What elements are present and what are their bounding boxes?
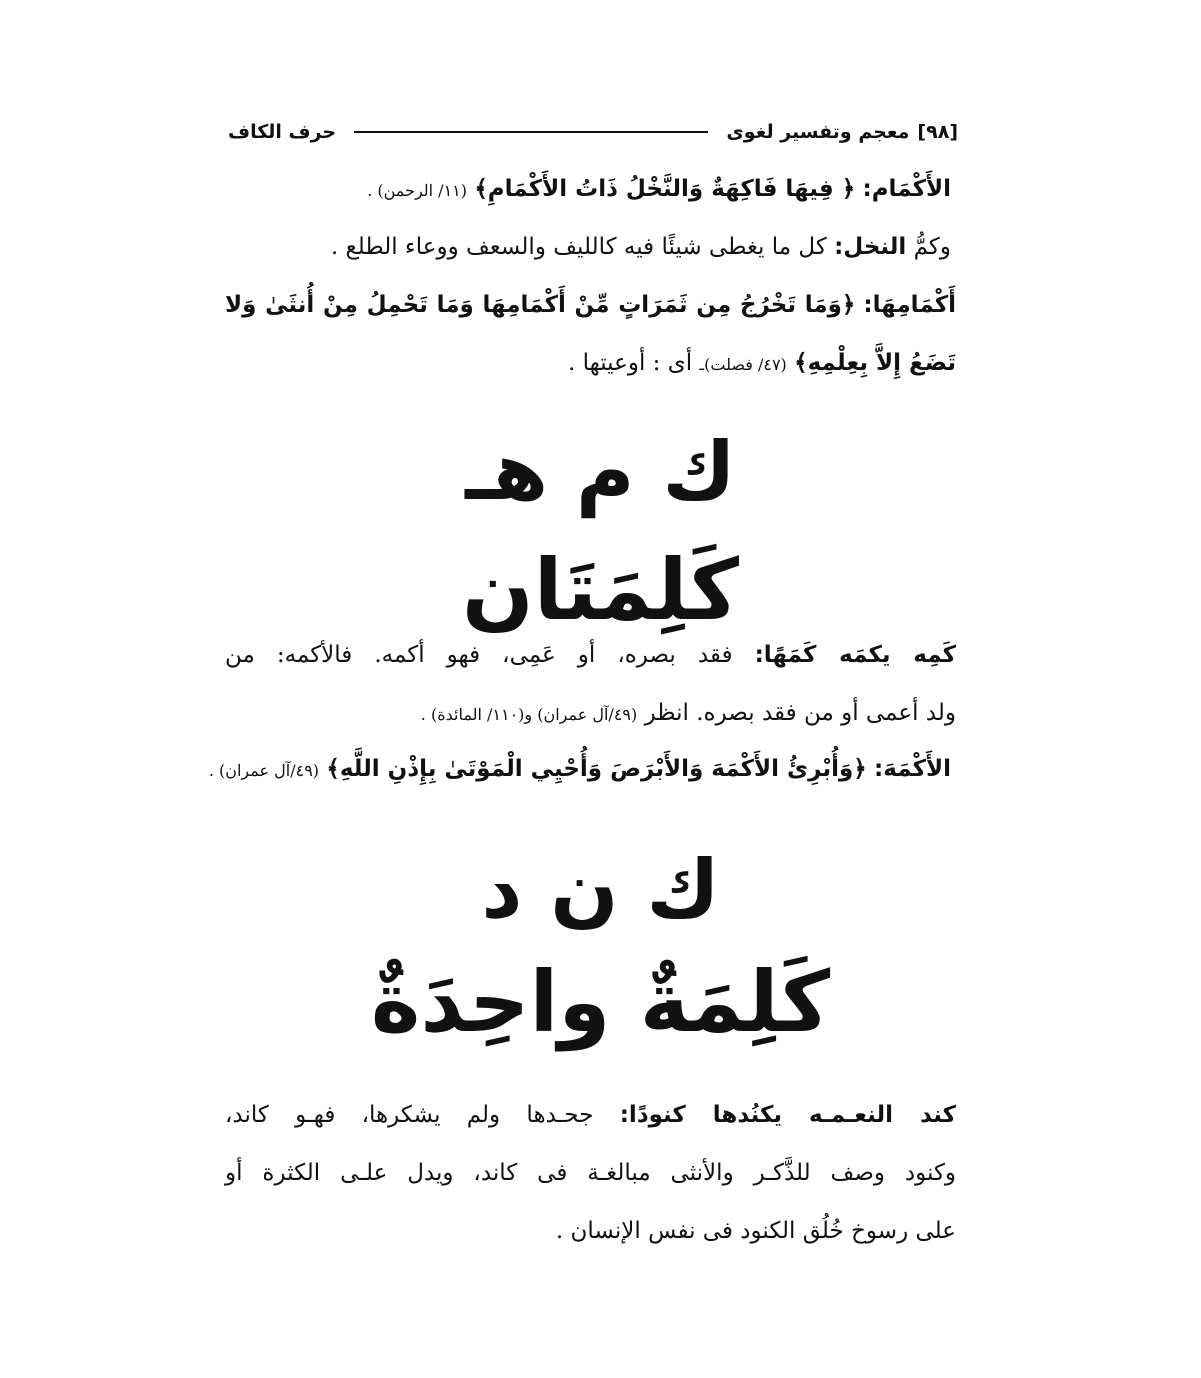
quran-verse: ﴿ فِيهَا فَاكِهَةٌ وَالنَّخْلُ ذَاتُ الأَكْمَامِ﴾: [474, 176, 856, 202]
quran-verse: تَضَعُ إِلاَّ بِعِلْمِهِ﴾: [794, 350, 956, 376]
entry-line: [246, 700, 956, 728]
running-header: [228, 118, 958, 146]
entry-term: النخل:: [834, 234, 907, 260]
header-rule: [354, 131, 708, 133]
entry-definition: أى : أوعيتها .: [568, 350, 693, 376]
entry-line: [241, 176, 951, 204]
entry-definition: فقد بصره، أو عَمِى، فهو أكمه. فالأكمه: من: [225, 642, 733, 668]
root-letters: ك م هـ: [465, 425, 736, 518]
entry-definition: على رسوخ خُلُق الكنود فى نفس الإنسان .: [555, 1218, 956, 1244]
verse-reference: (٤٩/آل عمران) .: [208, 761, 320, 780]
entry-term: كَمِه يكمَه كَمَهًا:: [754, 642, 956, 668]
word-count-heading: كَلِمَتَان: [462, 541, 739, 639]
entry-line: [225, 642, 956, 670]
entry-definition: وكنود وصف للذَّكـر والأنثى مبالغـة فى كاند، ويدل علـى الكثرة أو: [225, 1160, 956, 1186]
entry-line: [225, 1160, 956, 1188]
entry-definition: جحـدها ولم يشكرها، فهـو كاند،: [225, 1102, 594, 1128]
entry-term: الأَكْمَهَ:: [874, 756, 951, 782]
quran-verse: ﴿وَمَا تَخْرُجُ مِن ثَمَرَاتٍ مِّنْ أَكْمَامِهَا وَمَا تَحْمِلُ مِنْ أُنثَىٰ وَلا: [225, 292, 856, 318]
root-letters: ك ن د: [481, 843, 720, 936]
section-title: حرف الكاف: [228, 121, 337, 143]
entry-line: [246, 1218, 956, 1246]
entry-line: [246, 350, 956, 378]
entry-term: الأَكْمَام:: [862, 176, 951, 202]
entry-term: أَكْمَامِهَا:: [863, 292, 956, 318]
entry-definition: ولد أعمى أو من فقد بصره. انظر: [644, 700, 956, 726]
verse-reference: (١١/ الرحمن) .: [367, 181, 467, 200]
entry-definition: كل ما يغطى شيئًا فيه كالليف والسعف ووعاء الطلع .: [330, 234, 827, 260]
quran-verse: ﴿وَأُبْرِئُ الأَكْمَهَ وَالأَبْرَصَ وَأُحْيِي الْمَوْتَىٰ بِإِذْنِ اللَّهِ﴾: [326, 756, 867, 782]
word-count-heading: كَلِمَةٌ واحِدَةٌ: [370, 953, 831, 1051]
page-number: [٩٨]: [917, 121, 958, 143]
entry-lead: وكمُّ: [913, 234, 951, 260]
book-title: معجم وتفسير لغوى: [726, 121, 910, 143]
verse-reference: (٤٩/آل عمران) و(١١٠/ المائدة) .: [420, 705, 638, 724]
entry-line: [225, 1102, 956, 1130]
entry-line: [225, 292, 956, 320]
entry-line: [208, 756, 951, 784]
verse-reference: (٤٧/ فصلت)ـ: [699, 355, 787, 374]
entry-line: [241, 234, 951, 262]
entry-term: كند النعـمـه يكنُدها كنودًا:: [619, 1102, 956, 1128]
